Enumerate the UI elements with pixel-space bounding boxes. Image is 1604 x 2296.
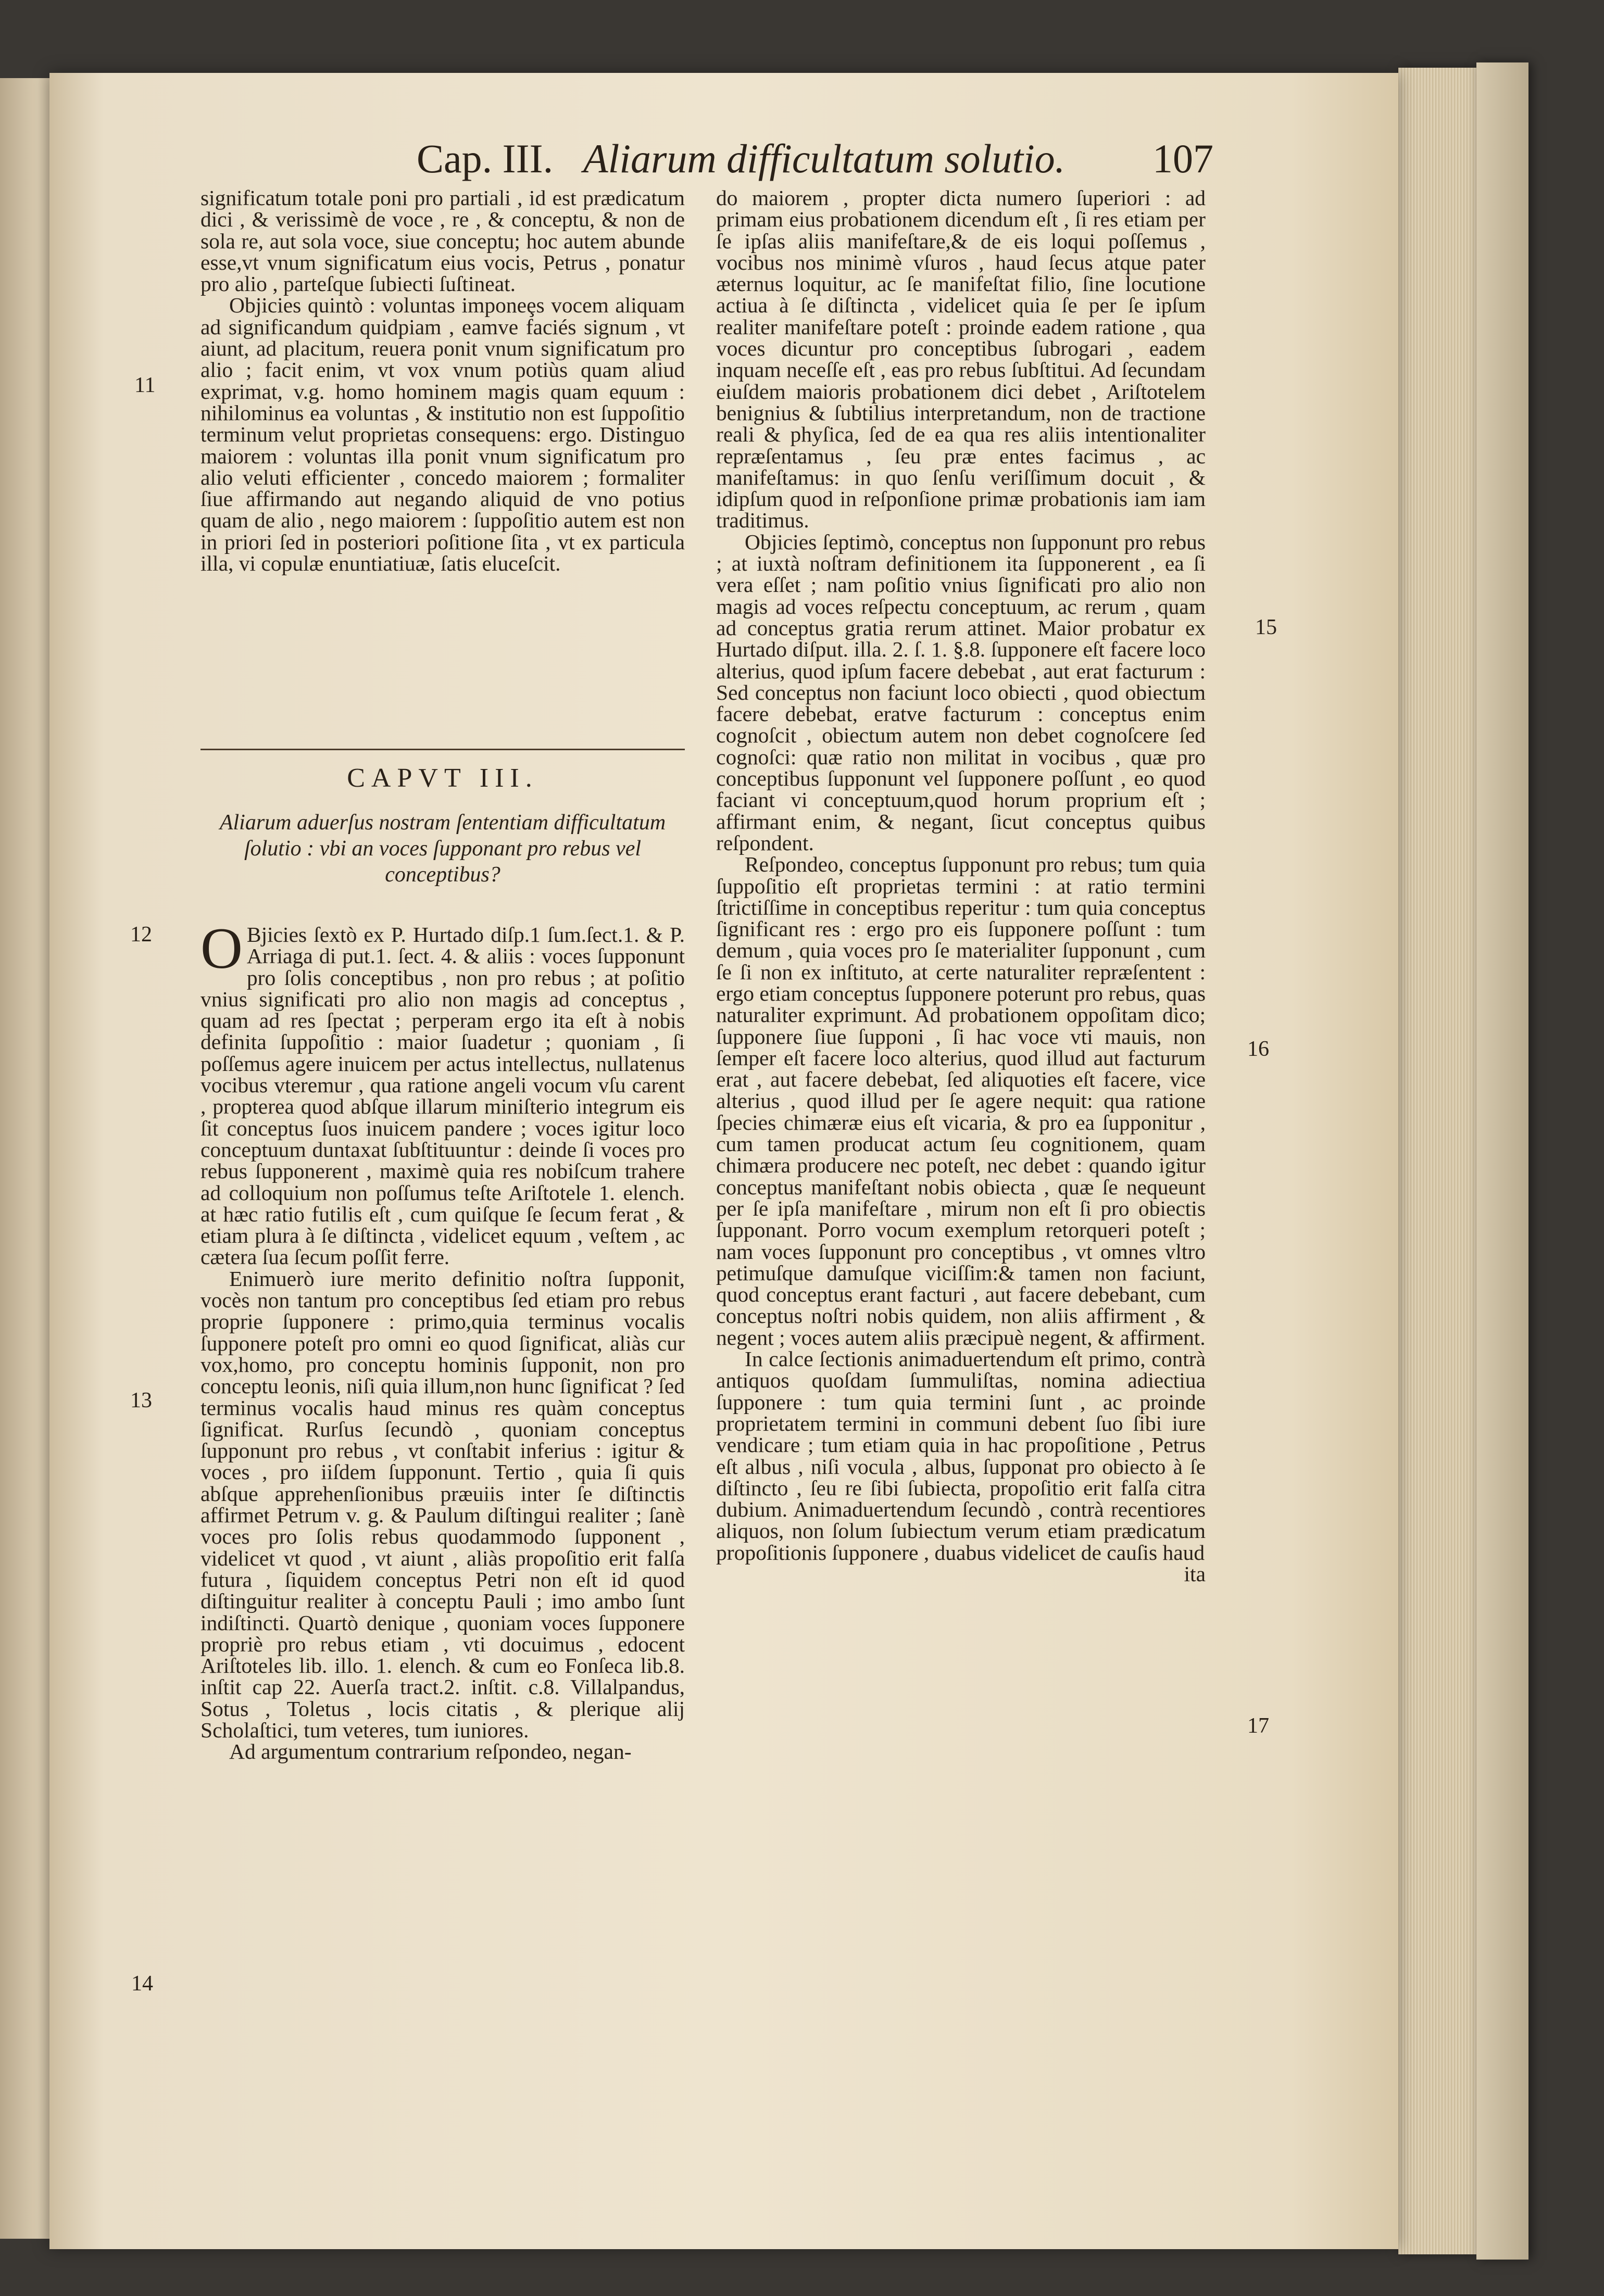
drop-cap: O xyxy=(200,916,243,981)
margin-number: 17 xyxy=(1247,1714,1269,1738)
margin-number: 13 xyxy=(130,1389,152,1412)
paragraph: Reſpondeo, conceptus ſupponunt pro rebus; tum quia ſuppoſitio eſt proprietas termini : at ratio termini ſtrictiſſime in conceptibus reperitur : tum quia conceptus ſignificant res : ergo pro eis ſupponere poſſunt : tum demum , quia voces pro ſe materialiter ſupponunt , cum ſe ſi non ex inſtituto, at certe naturaliter repræſentent : ergo etiam conceptus ſupponere poterunt pro rebus, quas naturaliter exprimunt. Ad probationem oppoſitam dico; ſupponere ſiue ſupponi , ſi hac voce vti mauis, non ſemper eſt facere loco alterius, quod illud aut facturum erat , aut facere debebat, ſed aliquoties eſt facere, vice alterius , quod illud per ſe agere nequit: qua ratione ſpecies chimæræ eius eſt vicaria, & pro ea ſupponitur , cum tamen producat actum ſeu cognitionem, quam chimæra producere nec poteſt, nec debet : quando igitur conceptus manifeſtant nobis obiecta , quæ ſe nequeunt per ſe ipſa manifeſtare , mirum non eſt ſi pro obiectis ſupponant. Porro vocum exemplum retorqueri poteſt ; nam voces ſupponunt pro conceptibus , vt omnes vltro petimuſque damuſque viciſſim:& tamen non faciunt, quod conceptus erant facturi , aut facere debebant, cum conceptus noſtri nobis quidem, non aliis affirment , & negent ; voces autem aliis præcipuè negent, & affirment. xyxy=(716,852,1206,1349)
left-column-top xyxy=(200,187,685,574)
margin-number: 15 xyxy=(1255,615,1277,639)
paragraph xyxy=(200,916,685,1269)
paragraph-text: Bjicies ſextò ex P. Hurtado diſp.1 ſum.ſect.1. & P. Arriaga di put.1. ſect. 4. & aliis : voces ſupponunt pro ſolis conceptibus , non pro rebus ; at poſitio vnius significati pro alio non magis ad conceptus , quam ad res ſpectat ; perperam ergo ita eſt à nobis definita ſuppoſitio : maior ſuadetur ; quoniam , ſi poſſemus agere inuicem per actus intellectus, nullatenus vocibus vteremur , qua ratione angeli vocum vſu carent , propterea quod abſque illarum miniſterio integrum eis ſit conceptus ſuos inuicem pandere ; voces igitur loco conceptuum duntaxat ſubſtituuntur : deinde ſi voces pro rebus ſupponerent , maximè quia res nobiſcum trahere ad colloquium non poſſumus teſte Ariſtotele 1. elench. at hæc ratio futilis eſt , cum quiſque ſe ſecum ferat , & etiam plura à ſe diſtincta , videlicet equum , veſtem , ac cætera ſua ſecum poſſit ferre. xyxy=(200,923,685,1269)
page-number: 107 xyxy=(1152,136,1213,181)
header-title: Aliarum difficultatum solutio. xyxy=(583,136,1066,181)
chapter-subtitle: Aliarum aduerſus nostram ſententiam difficultatum ſolutio : vbi an voces ſupponant pro rebus vel conceptibus? xyxy=(219,811,666,887)
running-header xyxy=(411,130,1213,187)
paragraph: Objicies quintò : voluntas imponeȩs vocem aliquam ad significandum quidpiam , eamve faciés signum , vt aiunt, ad placitum, reuera ponit vnum significatum pro alio ; facit enim, vt vox vnum potiùs quam aliud exprimat, v.g. homo hominem magis quam equum : nihilominus ea voluntas , & institutio non est ſuppoſitio terminum velut proprietas consequens: ergo. Distinguo maiorem : voluntas illa ponit vnum significatum pro alio veluti efficienter , concedo maiorem ; formaliter ſiue affirmando aut negando aliquid de vno potius quam de alio , nego maiorem : ſuppoſitio autem est non in priori ſed in posteriori poſitione ſita , vt ex particula illa, vi copulæ enuntiatiuæ, ſatis eluceſcit. xyxy=(200,293,685,576)
left-column-bottom xyxy=(200,916,685,1764)
margin-number: 11 xyxy=(134,373,156,397)
right-column xyxy=(716,187,1206,1585)
book-cover-edge xyxy=(1476,62,1528,2260)
margin-number: 16 xyxy=(1247,1037,1269,1061)
section-divider xyxy=(200,749,685,750)
catchword: ita xyxy=(1184,1562,1206,1586)
header-chapter: Cap. III. xyxy=(417,136,554,181)
paragraph: In calce ſectionis animaduertendum eſt primo, contrà antiquos quoſdam ſummuliſtas, nomina adiectiua ſupponere : tum quia termini ſunt , ac proinde proprietatem termini in communi debent ſuo ſibi iure vendicare ; tum etiam quia in hac propoſitione , Petrus eſt albus , niſi vocula , albus, ſupponat pro obiecto à ſe diſtincto , ſeu re ſibi ſubiecta, propoſitio erit falſa citra dubium. Animaduertendum ſecundò , contrà recentiores aliquos, non ſolum ſubiectum verum etiam prædicatum propoſitionis ſupponere , duabus videlicet de cauſis haud xyxy=(716,1347,1206,1565)
chapter-heading: CAPVT III. xyxy=(347,763,538,793)
margin-number: 14 xyxy=(131,1972,153,1996)
paragraph: do maiorem , propter dicta numero ſuperiori : ad primam eius probationem dicendum eſt , ſi res etiam per ſe ipſas aliis manifeſtare,& de eis loqui poſſemus , vocibus nos minimè vſuros , haud ſecus atque pater æternus loquitur, ac ſe manifeſtat filio, ſine locutione actiua à ſe diſtincta , videlicet quia ſe per ſe ipſum realiter manifeſtare poteſt : proinde eadem ratione , qua voces dicuntur pro conceptibus ſubrogari , eadem inquam neceſſe eſt , eas pro rebus ſubſtitui. Ad ſecundam eiuſdem maioris probationem dici debet , Ariſtotelem benignius & ſubtilius interpretandum, non de tractione reali & phyſica, ſed de ea qua res aliis intentionaliter repræſentamus , ſeu præ entes facimus , ac manifeſtamus: in quo ſenſu veriſſimum docuit , & idipſum quod in reſponſione primæ probationis iam iam traditimus. xyxy=(716,186,1206,533)
paragraph: Enimuerò iure merito definitio noſtra ſupponit, vocès non tantum pro conceptibus ſed etiam pro rebus proprie ſupponere : primo,quia terminus vocalis ſupponere poteſt pro omni eo quod ſignificat, aliàs cur vox,homo, pro conceptu hominis ſupponit, non pro conceptu leonis, niſi quia illum,non hunc ſignificat ? ſed terminus vocalis haud minus res quàm conceptus ſignificat. Rurſus ſecundò , quoniam conceptus ſupponunt pro rebus , vt conſtabit inferius : igitur & voces , pro iiſdem ſupponunt. Tertio , quia ſi quis abſque apprehenſionibus præuiis inter ſe diſtinctis affirmet Petrum v. g. & Paulum diſtingui realiter ; ſanè voces pro ſolis rebus quodammodo ſupponent , videlicet vt quod , vt aiunt , aliàs propoſitio erit falſa futura , ſiquidem conceptus Petri non eſt id quod diſtinguitur realiter à conceptu Pauli ; imo ambo ſunt indiſtincti. Quartò denique , quoniam voces ſupponere propriè pro rebus etiam , vti docuimus , edocent Ariſtoteles lib. illo. 1. elench. & cum eo Fonſeca lib.8. inſtit cap 22. Auerſa tract.2. inſtit. c.8. Villalpandus, Sotus , Toletus , locis citatis , & plerique alij Scholaſtici, tum veteres, tum iuniores. xyxy=(200,1266,685,1742)
page-block-edge xyxy=(1398,68,1476,2254)
paragraph: significatum totale poni pro partiali , id est prædicatum dici , & verissimè de voce , re , & conceptu, & non de sola re, aut sola voce, siue conceptu; hoc autem abunde esse,vt vnum significatum eius vocis, Petrus , ponatur pro alio , parteſque ſubiecti ſuſtineat. xyxy=(200,186,685,296)
margin-number: 12 xyxy=(130,923,152,947)
paragraph: Ad argumentum contrarium reſpondeo, negan- xyxy=(229,1739,632,1764)
paragraph: Objicies ſeptimò, conceptus non ſupponunt pro rebus ; at iuxtà noſtram definitionem ita ſupponerent , ea ſi vera eſſet ; nam poſitio vnius ſignificati pro alio non magis ad voces reſpectu conceptuum, ac rerum , quam ad conceptus gratia rerum attinet. Maior probatur ex Hurtado diſput. illa. 2. ſ. 1. §.8. ſupponere eſt facere loco alterius, quod ipſum facere debebat , aut erat facturum : Sed conceptus non faciunt loco obiecti , quod obiectum facere debebat, eratve facturum : conceptus enim cognoſcit , obiectum autem non debet cognoſcere ſed cognoſci: quæ ratio non militat in vocibus , quæ pro conceptibus ſupponunt vel ſupponere poſſunt , eo quod faciant vi conceptuum,quod horum proprium eſt ; affirmant enim, & negant, ſicut conceptus quibus reſpondent. xyxy=(716,529,1206,855)
